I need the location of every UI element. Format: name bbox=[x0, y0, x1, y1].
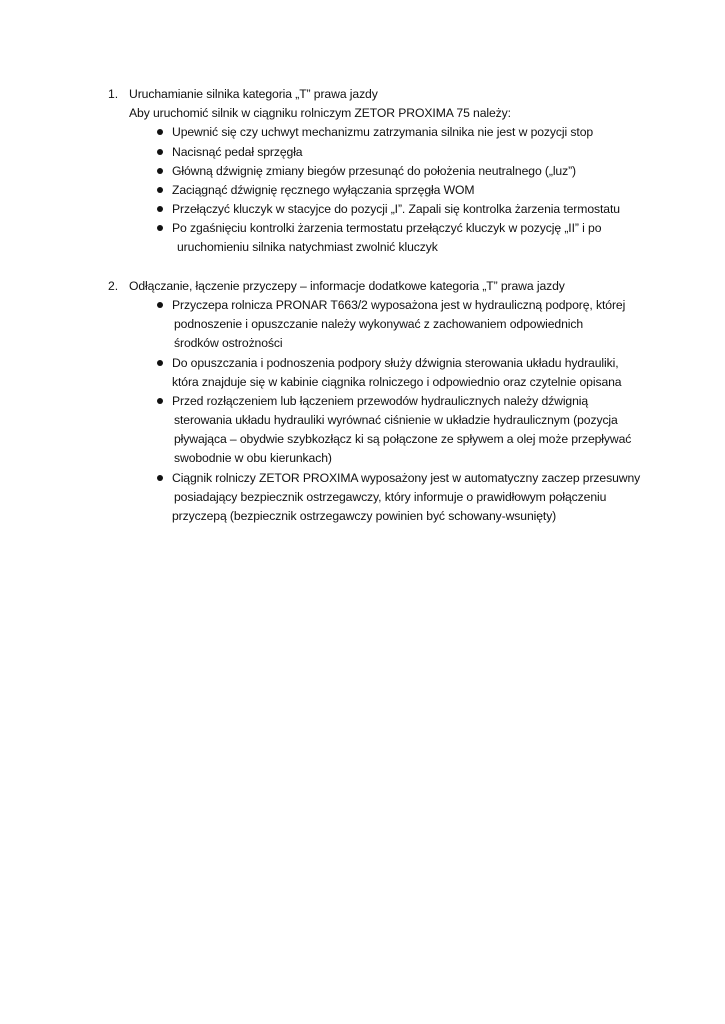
section-2-item-2-line-1: Do opuszczania i podnoszenia podpory służy dźwignia sterowania układu hydrauliki, bbox=[172, 356, 619, 370]
section-2-item-3-line-1: Przed rozłączeniem lub łączeniem przewodów hydraulicznych należy dźwignią bbox=[172, 394, 589, 408]
section-1-item-6-line-2: uruchomieniu silnika natychmiast zwolnić kluczyk bbox=[177, 240, 438, 254]
section-2-item-2-line-2: która znajduje się w kabinie ciągnika rolniczego i odpowiednio oraz czytelnie opisana bbox=[172, 375, 622, 389]
section-1-item-6-line-1: Po zgaśnięciu kontrolki żarzenia termostatu przełączyć kluczyk w pozycję „II” i po bbox=[172, 221, 602, 235]
section-2-item-4-line-2: posiadający bezpiecznik ostrzegawczy, który informuje o prawidłowym połączeniu bbox=[174, 490, 607, 504]
bullet-icon bbox=[157, 225, 163, 231]
section-2-item-4-line-1: Ciągnik rolniczy ZETOR PROXIMA wyposażony jest w automatyczny zaczep przesuwny bbox=[172, 471, 641, 485]
section-1-intro: Aby uruchomić silnik w ciągniku rolniczym ZETOR PROXIMA 75 należy: bbox=[129, 106, 511, 120]
section-2-item-1-line-1: Przyczepa rolnicza PRONAR T663/2 wyposażona jest w hydrauliczną podporę, której bbox=[172, 298, 626, 312]
section-1-item-4: Zaciągnąć dźwignię ręcznego wyłączania sprzęgła WOM bbox=[172, 183, 475, 197]
bullet-icon bbox=[157, 475, 163, 481]
section-1-item-2: Nacisnąć pedał sprzęgła bbox=[172, 145, 303, 159]
section-2-item-1-line-2: podnoszenie i opuszczanie należy wykonywać z zachowaniem odpowiednich bbox=[174, 317, 584, 331]
bullet-icon bbox=[157, 398, 163, 404]
bullet-icon bbox=[157, 360, 163, 366]
section-1-number: 1. bbox=[108, 87, 119, 101]
section-1-item-5: Przełączyć kluczyk w stacyjce do pozycji „I”. Zapali się kontrolka żarzenia termostatu bbox=[172, 202, 620, 216]
section-1-item-3: Główną dźwignię zmiany biegów przesunąć do położenia neutralnego („luz”) bbox=[172, 164, 577, 178]
section-2-item-4-line-3: przyczepą (bezpiecznik ostrzegawczy powinien być schowany-wsunięty) bbox=[172, 509, 557, 523]
section-1-heading: Uruchamianie silnika kategoria „T” prawa jazdy bbox=[129, 87, 378, 101]
bullet-icon bbox=[157, 302, 163, 308]
section-2-number: 2. bbox=[108, 279, 119, 293]
bullet-icon bbox=[157, 168, 163, 174]
bullet-icon bbox=[157, 149, 163, 155]
bullet-icon bbox=[157, 187, 163, 193]
section-2-item-3-line-4: swobodnie w obu kierunkach) bbox=[174, 451, 332, 465]
section-2-item-1-line-3: środków ostrożności bbox=[174, 336, 283, 350]
section-2-item-3-line-3: pływająca – obydwie szybkozłącz ki są połączone ze spływem a olej może przepływać bbox=[174, 432, 632, 446]
section-2-item-3-line-2: sterowania układu hydrauliki wyrównać ciśnienie w układzie hydraulicznym (pozycja bbox=[174, 413, 618, 427]
bullet-icon bbox=[157, 206, 163, 212]
section-2-heading: Odłączanie, łączenie przyczepy – informacje dodatkowe kategoria „T” prawa jazdy bbox=[129, 279, 565, 293]
bullet-icon bbox=[157, 129, 163, 135]
section-1-item-1: Upewnić się czy uchwyt mechanizmu zatrzymania silnika nie jest w pozycji stop bbox=[172, 125, 594, 139]
